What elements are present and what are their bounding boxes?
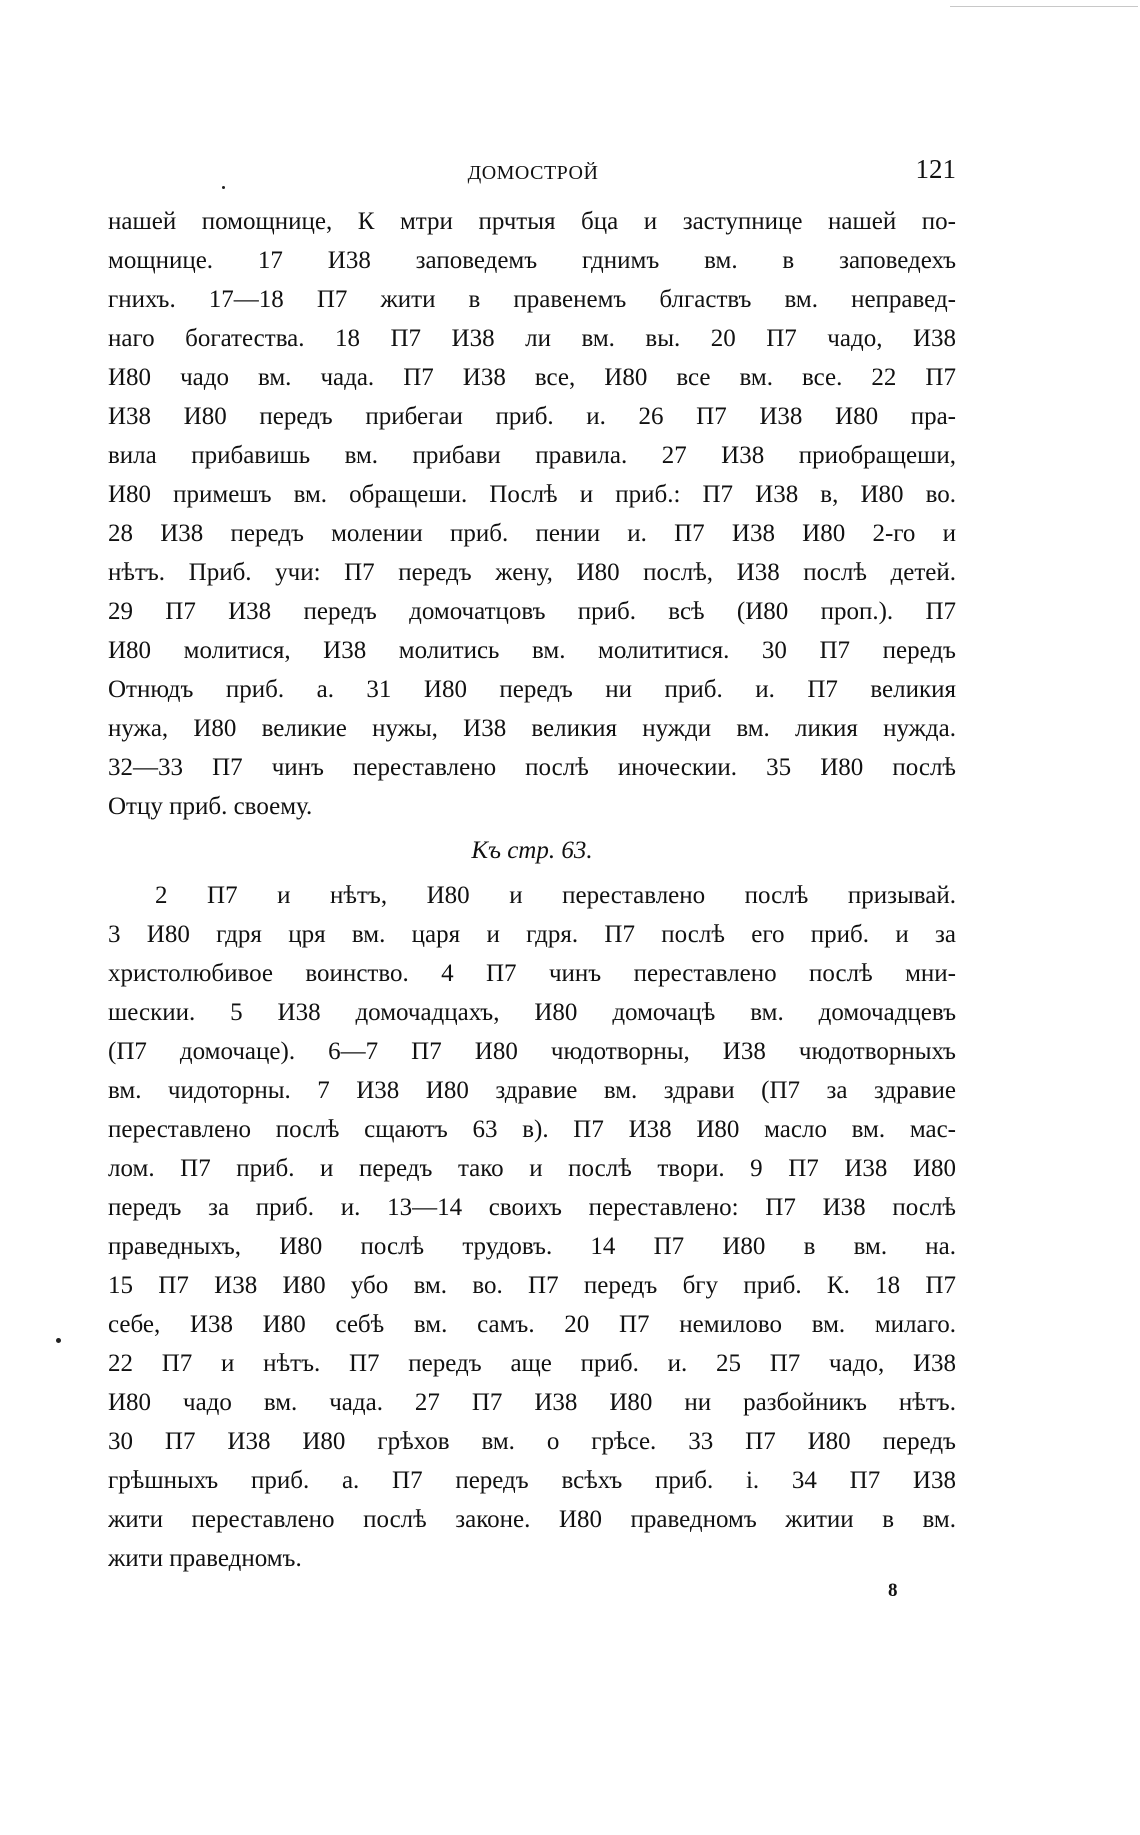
text-line: гнихъ. 17—18 П7 жити в правенемъ блгаствъ вм. неправед- [108,286,956,313]
signature-mark: 8 [888,1580,898,1601]
text-line: 2 П7 и нѣтъ, И80 и переставлено послѣ призывай. [155,882,956,909]
section-heading: Къ стр. 63. [471,837,593,864]
text-line: вм. чидоторны. 7 И38 И80 здравие вм. здрави (П7 за здравие [108,1077,956,1104]
notes-block-1 [108,202,956,826]
text-line: передъ за приб. и. 13—14 своихъ переставлено: П7 И38 послѣ [108,1194,956,1221]
scan-edge-rule [950,6,1138,7]
text-line: шескии. 5 И38 домочадцахъ, И80 домочацѣ вм. домочадцевъ [108,999,956,1026]
text-line: переставлено послѣ сщаютъ 63 в). П7 И38 И80 масло вм. мас- [108,1116,956,1143]
notes-block-2 [108,876,956,1578]
text-line: 29 П7 И38 передъ домочатцовъ приб. всѣ (И80 проп.). П7 [108,598,956,625]
text-line: Отцу приб. своему. [108,793,313,820]
text-line: мощнице. 17 И38 заповедемъ гднимъ вм. в заповедехъ [108,247,956,274]
text-line: И80 молитися, И38 молитись вм. молититися. 30 П7 передъ [108,637,956,664]
text-line: праведныхъ, И80 послѣ трудовъ. 14 П7 И80 в вм. на. [108,1233,956,1260]
text-line: 32—33 П7 чинъ переставлено послѣ иноческии. 35 И80 послѣ [108,754,956,781]
text-line: 28 И38 передъ молении приб. пении и. П7 И38 И80 2-го и [108,520,956,547]
text-line: И80 примешъ вм. обращеши. Послѣ и приб.: П7 И38 в, И80 во. [108,481,956,508]
text-line: И80 чадо вм. чада. 27 П7 И38 И80 ни разбойникъ нѣтъ. [108,1389,956,1416]
page-number: 121 [915,154,956,184]
text-line: 15 П7 И38 И80 убо вм. во. П7 передъ бгу приб. К. 18 П7 [108,1272,956,1299]
text-line: наго богатества. 18 П7 И38 ли вм. вы. 20 П7 чадо, И38 [108,325,956,352]
text-line: лом. П7 приб. и передъ тако и послѣ твори. 9 П7 И38 И80 [108,1155,956,1182]
running-title: ДОМОСТРОЙ [467,162,599,184]
text-line: Отнюдъ приб. а. 31 И80 передъ ни приб. и. П7 великия [108,676,956,703]
text-line: себе, И38 И80 себѣ вм. самъ. 20 П7 немилово вм. милаго. [108,1311,956,1338]
text-line: 22 П7 и нѣтъ. П7 передъ аще приб. и. 25 П7 чадо, И38 [108,1350,956,1377]
text-line: христолюбивое воинство. 4 П7 чинъ переставлено послѣ мни- [108,960,956,987]
text-line: жити переставлено послѣ законе. И80 праведномъ житии в вм. [108,1506,956,1533]
text-line: вила прибавишь вм. прибави правила. 27 И38 приобращеши, [108,442,956,469]
text-line: (П7 домочаце). 6—7 П7 И80 чюдотворны, И38 чюдотворныхъ [108,1038,956,1065]
section-heading-block [108,832,956,870]
text-line: И80 чадо вм. чада. П7 И38 все, И80 все вм. все. 22 П7 [108,364,956,391]
text-line: нѣтъ. Приб. учи: П7 передъ жену, И80 послѣ, И38 послѣ детей. [108,559,956,586]
ink-speck [56,1338,61,1343]
text-line: нашей помощнице, К мтри прчтыя бца и заступнице нашей по- [108,208,956,235]
text-line: грѣшныхъ приб. а. П7 передъ всѣхъ приб. і. 34 П7 И38 [108,1467,956,1494]
text-line: жити праведномъ. [108,1545,302,1572]
text-line: 30 П7 И38 И80 грѣхов вм. о грѣсе. 33 П7 И80 передъ [108,1428,956,1455]
text-line: И38 И80 передъ прибегаи приб. и. 26 П7 И38 И80 пра- [108,403,956,430]
page-header [110,154,956,190]
text-line: 3 И80 гдря цря вм. царя и гдря. П7 послѣ его приб. и за [108,921,956,948]
text-line: нужа, И80 великие нужы, И38 великия нужди вм. ликия нужда. [108,715,956,742]
